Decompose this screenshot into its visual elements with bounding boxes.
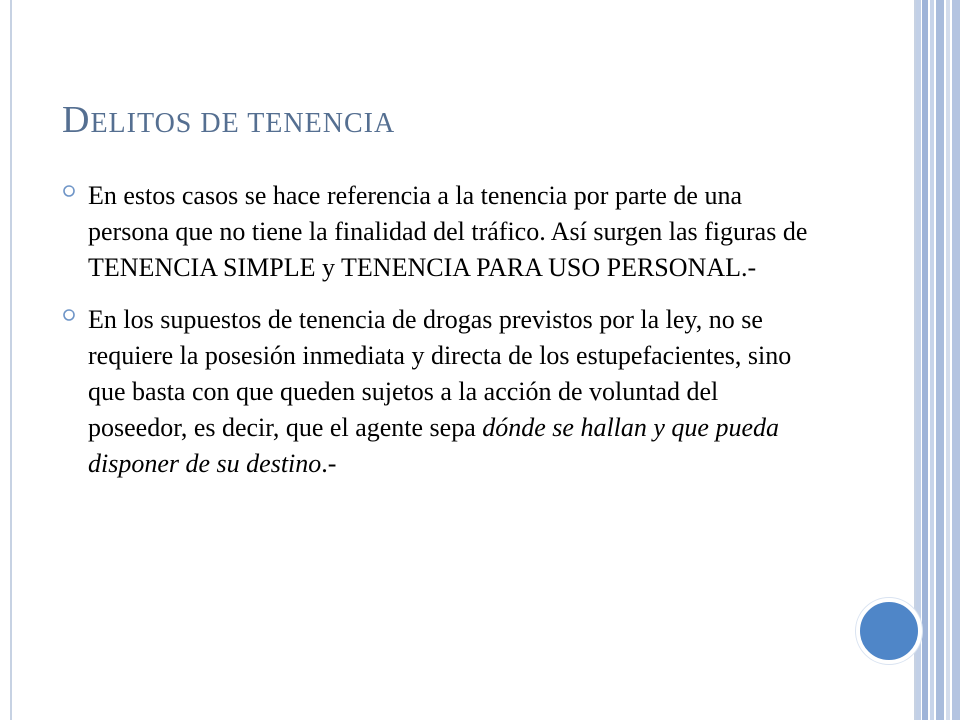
bullet-text-part: En los supuestos de tenencia de drogas previstos por la ley, no se requiere la posesión inmediata y directa de los estupefacientes, sino que basta con que queden sujetos a la acción de voluntad del poseedor, es decir, que el agente sepa [88, 305, 792, 442]
bullet-text [88, 302, 822, 482]
bullet-text: En estos casos se hace referencia a la tenencia por parte de una persona que no tiene la finalidad del tráfico. Así surgen las figuras de TENENCIA SIMPLE y TENENCIA PARA USO PERSONAL.- [88, 181, 808, 282]
title-initial: D [62, 99, 91, 141]
title-word-1: ELITOS [90, 108, 201, 139]
bullet-text-end: .- [321, 449, 337, 478]
open-circle-bullet-icon [62, 308, 76, 322]
side-bar [930, 0, 934, 720]
bullet-text-italic: dónde se hallan y que pueda disponer de su destino [88, 413, 780, 478]
open-circle-bullet-icon [62, 184, 76, 198]
slide-title [62, 98, 395, 142]
side-bar [916, 0, 921, 720]
decorative-side-bars [916, 0, 960, 720]
side-bar [946, 0, 950, 720]
side-bar [922, 0, 928, 720]
title-word-3: TENENCIA [247, 108, 396, 139]
bullet-item [62, 302, 822, 482]
title-word-2: DE [200, 108, 248, 139]
side-bar [936, 0, 944, 720]
bullet-item [62, 178, 822, 286]
bullet-list [62, 178, 822, 498]
side-bar [952, 0, 960, 720]
decorative-circle [856, 598, 922, 664]
